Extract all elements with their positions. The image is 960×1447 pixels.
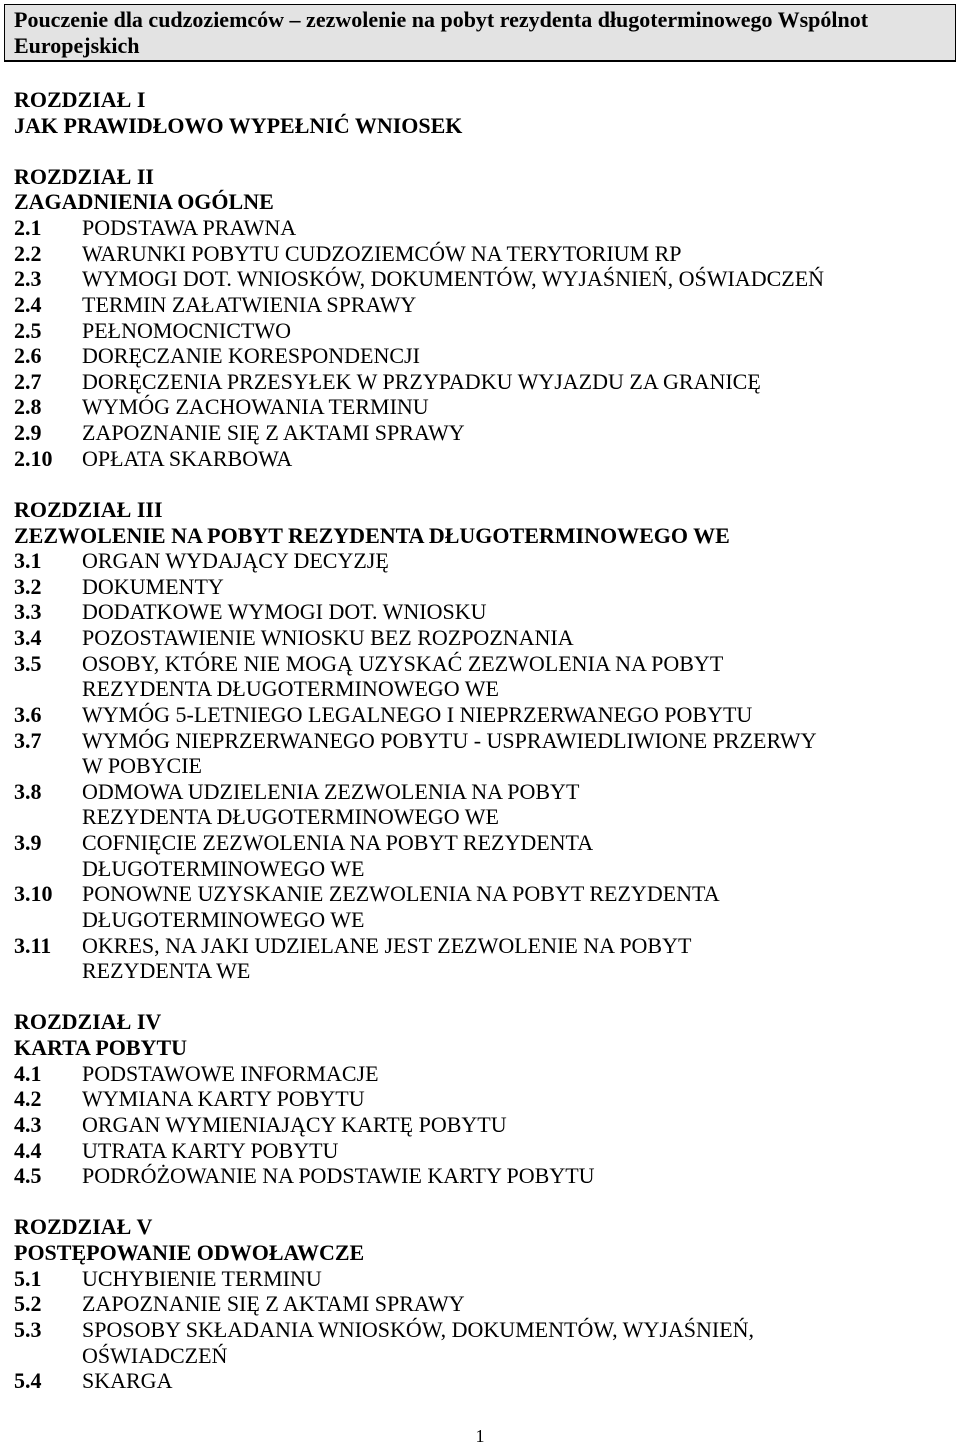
toc-item [14,1138,944,1164]
chapter-title: POSTĘPOWANIE ODWOŁAWCZE [14,1240,365,1266]
toc-item [14,420,944,446]
toc-item [14,1086,944,1112]
toc-item-number: 2.9 [14,420,42,446]
toc-item-number: 2.1 [14,215,42,241]
chapter-label: ROZDZIAŁ V [14,1214,153,1240]
toc-item-number: 4.2 [14,1086,42,1112]
chapter-label: ROZDZIAŁ II [14,163,154,189]
toc-item-text: OSOBY, KTÓRE NIE MOGĄ UZYSKAĆ ZEZWOLENIA NA POBYT REZYDENTA DŁUGOTERMINOWEGO WE [82,650,724,702]
toc-item-text: WYMOGI DOT. WNIOSKÓW, DOKUMENTÓW, WYJAŚNIEŃ, OŚWIADCZEŃ [82,266,825,292]
toc-item [14,574,944,600]
toc-item-number: 4.3 [14,1111,42,1137]
toc-item-number: 2.3 [14,266,42,292]
toc-item [14,1291,944,1317]
document-header [4,4,956,62]
toc-item [14,241,944,267]
chapter-section [14,1214,944,1393]
toc-item-text: OPŁATA SKARBOWA [82,445,293,471]
toc-item-number: 4.1 [14,1060,42,1086]
toc-item [14,1368,944,1394]
toc-item [14,651,944,702]
toc-item-text: PONOWNE UZYSKANIE ZEZWOLENIA NA POBYT REZYDENTA DŁUGOTERMINOWEGO WE [82,881,720,932]
toc-item [14,266,944,292]
toc-item-text: ZAPOZNANIE SIĘ Z AKTAMI SPRAWY [82,1291,465,1317]
toc-item-number: 5.1 [14,1265,42,1291]
toc-item-text: ORGAN WYMIENIAJĄCY KARTĘ POBYTU [82,1111,507,1137]
toc-item-text: ZAPOZNANIE SIĘ Z AKTAMI SPRAWY [82,420,465,446]
toc-item-number: 5.4 [14,1368,42,1394]
toc-item [14,1317,944,1368]
toc-item-number: 3.3 [14,599,42,625]
toc-item-number: 5.3 [14,1316,42,1342]
toc-item-text: PODRÓŻOWANIE NA PODSTAWIE KARTY POBYTU [82,1163,595,1189]
chapter-section [14,164,944,472]
toc-item-text: COFNIĘCIE ZEZWOLENIA NA POBYT REZYDENTA DŁUGOTERMINOWEGO WE [82,830,594,881]
toc-item [14,625,944,651]
toc-item-number: 3.10 [14,881,53,907]
chapter-section [14,87,944,138]
toc-item-text: WYMÓG NIEPRZERWANEGO POBYTU - USPRAWIEDLIWIONE PRZERWY W POBYCIE [82,727,817,779]
toc-item [14,728,944,779]
toc-item-number: 4.5 [14,1163,42,1189]
toc-item-number: 2.4 [14,291,42,317]
toc-item [14,830,944,881]
toc-item-number: 3.11 [14,932,52,958]
chapter-title: ZEZWOLENIE NA POBYT REZYDENTA DŁUGOTERMINOWEGO WE [14,522,730,548]
toc-item-number: 4.4 [14,1137,42,1163]
toc-item [14,292,944,318]
toc-item-text: WARUNKI POBYTU CUDZOZIEMCÓW NA TERYTORIUM RP [82,240,682,266]
toc-item-number: 3.5 [14,650,42,676]
toc-item [14,318,944,344]
toc-item-number: 3.7 [14,727,42,753]
toc-item-text: UTRATA KARTY POBYTU [82,1137,339,1163]
toc-item-number: 3.4 [14,625,42,651]
toc-item-number: 3.9 [14,830,42,856]
toc-item-text: DODATKOWE WYMOGI DOT. WNIOSKU [82,599,487,625]
toc-item-text: DORĘCZANIE KORESPONDENCJI [82,343,420,369]
toc-item-number: 2.2 [14,240,42,266]
toc-item [14,1061,944,1087]
toc-item-text: SPOSOBY SKŁADANIA WNIOSKÓW, DOKUMENTÓW, WYJAŚNIEŃ, OŚWIADCZEŃ [82,1316,755,1368]
toc-item-number: 2.5 [14,317,42,343]
toc-item [14,215,944,241]
chapter-title: ZAGADNIENIA OGÓLNE [14,189,274,215]
toc-item-number: 2.6 [14,343,42,369]
toc-item-number: 3.2 [14,573,42,599]
toc-item-number: 3.8 [14,778,42,804]
toc-item [14,702,944,728]
document-title: Pouczenie dla cudzoziemców – zezwolenie na pobyt rezydenta długoterminowego Wspólnot Europejskich [14,7,869,58]
toc-item-text: OKRES, NA JAKI UDZIELANE JEST ZEZWOLENIE NA POBYT REZYDENTA WE [82,932,692,984]
toc-item [14,599,944,625]
toc-item [14,1266,944,1292]
toc-item-text: DORĘCZENIA PRZESYŁEK W PRZYPADKU WYJAZDU ZA GRANICĘ [82,368,761,394]
toc-item [14,369,944,395]
table-of-contents [14,87,944,1394]
toc-item-text: WYMIANA KARTY POBYTU [82,1086,365,1112]
toc-item-text: DOKUMENTY [82,573,224,599]
toc-item-text: SKARGA [82,1368,173,1394]
toc-item-number: 3.6 [14,701,42,727]
toc-item-text: WYMÓG ZACHOWANIA TERMINU [82,394,429,420]
chapter-title: KARTA POBYTU [14,1035,188,1061]
chapter-label: ROZDZIAŁ III [14,496,163,522]
chapter-label: ROZDZIAŁ IV [14,1009,162,1035]
toc-item-text: WYMÓG 5-LETNIEGO LEGALNEGO I NIEPRZERWANEGO POBYTU [82,701,753,727]
toc-item-text: PODSTAWOWE INFORMACJE [82,1060,379,1086]
chapter-title: JAK PRAWIDŁOWO WYPEŁNIĆ WNIOSEK [14,112,463,138]
chapter-section [14,497,944,984]
toc-item-number: 5.2 [14,1291,42,1317]
toc-item-text: ORGAN WYDAJĄCY DECYZJĘ [82,548,389,574]
toc-item [14,343,944,369]
toc-item [14,1163,944,1189]
toc-item-text: POZOSTAWIENIE WNIOSKU BEZ ROZPOZNANIA [82,625,574,651]
toc-item-number: 2.7 [14,368,42,394]
toc-item-text: TERMIN ZAŁATWIENIA SPRAWY [82,291,417,317]
toc-item-number: 2.8 [14,394,42,420]
chapter-label: ROZDZIAŁ I [14,87,146,112]
toc-item [14,394,944,420]
chapter-section [14,1009,944,1188]
toc-item [14,548,944,574]
toc-item-number: 2.10 [14,445,53,471]
toc-item [14,933,944,984]
toc-item-text: UCHYBIENIE TERMINU [82,1265,322,1291]
toc-item-text: PODSTAWA PRAWNA [82,215,297,241]
toc-item [14,446,944,472]
toc-item-number: 3.1 [14,548,42,574]
toc-item [14,881,944,932]
toc-item-text: PEŁNOMOCNICTWO [82,317,291,343]
toc-item-text: ODMOWA UDZIELENIA ZEZWOLENIA NA POBYT REZYDENTA DŁUGOTERMINOWEGO WE [82,778,580,830]
page-number: 1 [475,1426,485,1446]
toc-item [14,779,944,830]
toc-item [14,1112,944,1138]
